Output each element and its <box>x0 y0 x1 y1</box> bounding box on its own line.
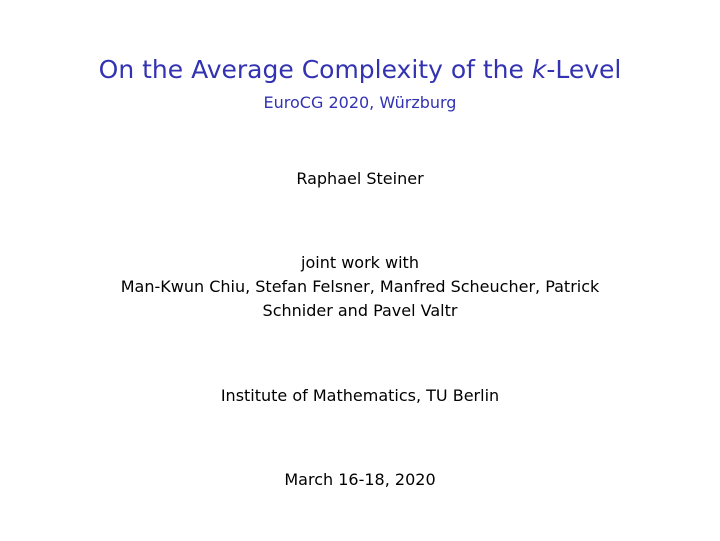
conference-subtitle: EuroCG 2020, Würzburg <box>263 93 457 112</box>
title-variable: k <box>531 55 547 84</box>
author-name: Raphael Steiner <box>296 169 424 188</box>
joint-work-intro: joint work with <box>301 253 419 272</box>
presentation-title <box>0 52 720 88</box>
title-suffix: -Level <box>546 55 622 84</box>
joint-work-block <box>40 251 680 323</box>
institute: Institute of Mathematics, TU Berlin <box>220 386 500 405</box>
coauthors-line-1: Man-Kwun Chiu, Stefan Felsner, Manfred Scheucher, Patrick <box>120 277 600 296</box>
presentation-date: March 16-18, 2020 <box>284 470 436 489</box>
title-prefix: On the Average Complexity of the <box>98 55 532 84</box>
coauthors-line-2: Schnider and Pavel Valtr <box>262 301 458 320</box>
